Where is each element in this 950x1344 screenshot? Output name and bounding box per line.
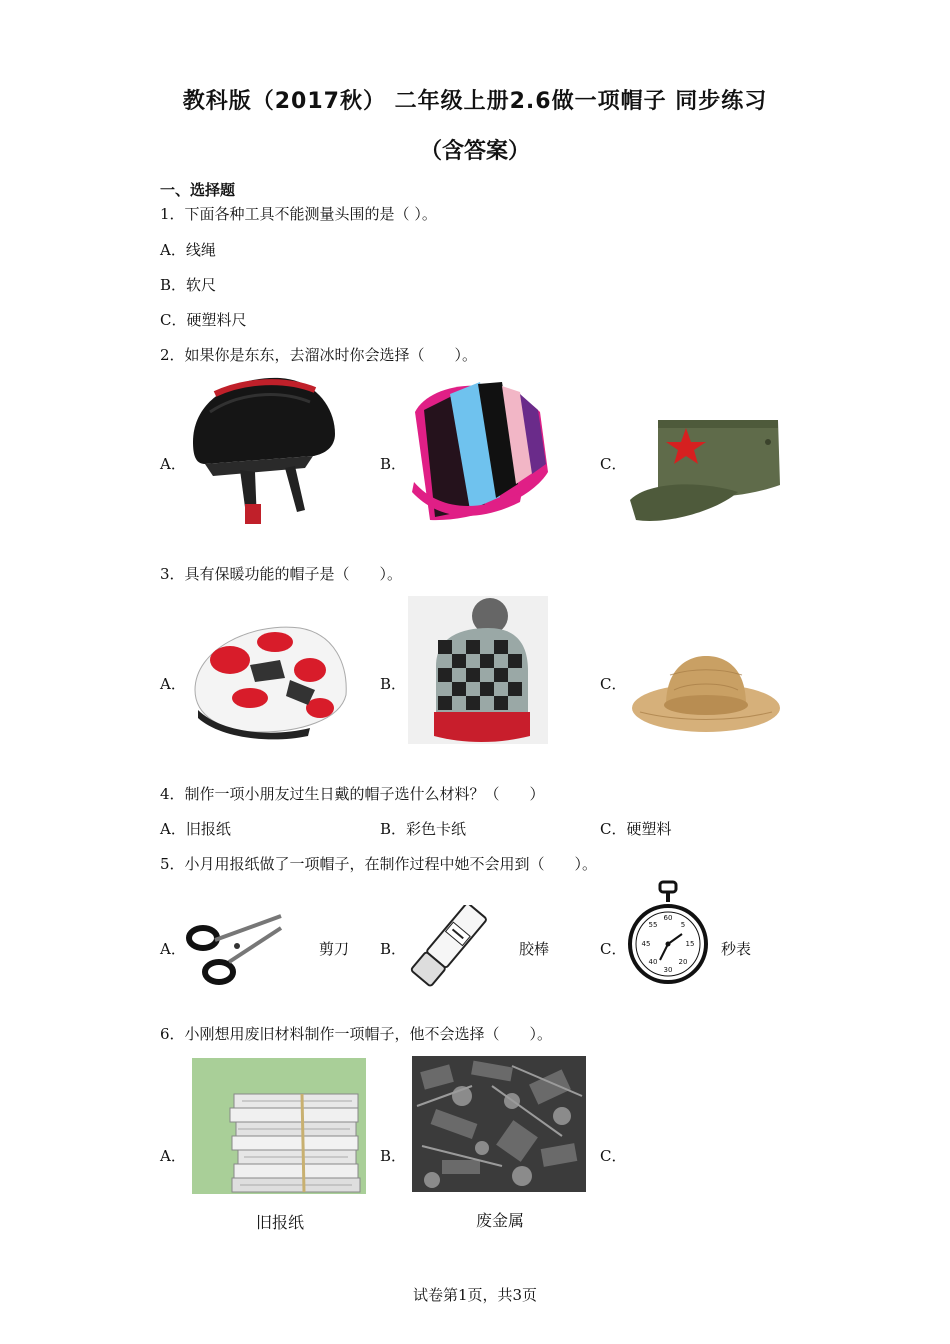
question-3: 3．具有保暖功能的帽子是（ ）。 bbox=[160, 565, 403, 583]
q2-label-a: A． bbox=[160, 455, 186, 473]
svg-text:15: 15 bbox=[685, 940, 695, 948]
red-white-bike-helmet-image bbox=[190, 620, 350, 742]
q2-label-c: C． bbox=[600, 455, 627, 473]
question-1: 1．下面各种工具不能测量头围的是（ ）。 bbox=[160, 205, 437, 223]
striped-beanie-image bbox=[410, 372, 550, 524]
page-title: 教科版（2017秋） 二年级上册2.6做一项帽子 同步练习 bbox=[182, 89, 768, 114]
page-footer: 试卷第1页，共3页 bbox=[412, 1286, 538, 1304]
scrap-metal-image bbox=[412, 1056, 586, 1192]
scissors-image bbox=[185, 910, 285, 990]
checkered-wool-hat-image bbox=[408, 596, 548, 744]
q5-label-c: C． bbox=[600, 940, 627, 958]
svg-text:5: 5 bbox=[680, 921, 686, 929]
q4-option-b: B．彩色卡纸 bbox=[380, 820, 467, 838]
black-helmet-image bbox=[185, 372, 340, 530]
section-heading: 一、选择题 bbox=[160, 181, 236, 199]
q5-label-a: A． bbox=[160, 940, 186, 958]
q6-caption-scrap-metal: 废金属 bbox=[476, 1211, 525, 1230]
stopwatch-image bbox=[626, 880, 710, 990]
q3-label-a: A． bbox=[160, 675, 186, 693]
q1-option-a: A．线绳 bbox=[160, 241, 216, 259]
green-army-cap-image bbox=[628, 400, 786, 532]
q1-option-c: C．硬塑料尺 bbox=[160, 311, 247, 329]
question-4: 4．制作一项小朋友过生日戴的帽子选什么材料？（ ） bbox=[160, 785, 545, 803]
newspaper-stack-image bbox=[192, 1058, 366, 1194]
svg-text:40: 40 bbox=[648, 958, 658, 966]
svg-text:45: 45 bbox=[641, 940, 651, 948]
q5-caption-stopwatch: 秒表 bbox=[721, 940, 752, 958]
straw-hat-image bbox=[630, 650, 782, 734]
q3-label-c: C． bbox=[600, 675, 627, 693]
q4-option-a: A．旧报纸 bbox=[160, 820, 231, 838]
svg-text:55: 55 bbox=[648, 921, 658, 929]
q4-option-c: C．硬塑料 bbox=[600, 820, 672, 838]
svg-text:60: 60 bbox=[663, 914, 673, 922]
q5-caption-scissors: 剪刀 bbox=[319, 940, 350, 958]
page-subtitle: （含答案） bbox=[419, 139, 530, 164]
question-2: 2．如果你是东东，去溜冰时你会选择（ ）。 bbox=[160, 346, 478, 364]
q5-caption-glue-stick: 胶棒 bbox=[519, 940, 550, 958]
svg-text:20: 20 bbox=[678, 958, 688, 966]
q6-caption-newspaper: 旧报纸 bbox=[256, 1213, 305, 1232]
q1-option-b: B．软尺 bbox=[160, 276, 217, 294]
q6-label-b: B． bbox=[380, 1147, 407, 1165]
q6-label-a: A． bbox=[160, 1147, 186, 1165]
question-6: 6．小刚想用废旧材料制作一项帽子，他不会选择（ ）。 bbox=[160, 1025, 553, 1043]
q5-label-b: B． bbox=[380, 940, 407, 958]
q3-label-b: B． bbox=[380, 675, 407, 693]
question-5: 5．小月用报纸做了一项帽子，在制作过程中她不会用到（ ）。 bbox=[160, 855, 598, 873]
svg-text:30: 30 bbox=[663, 966, 673, 974]
q6-label-c: C． bbox=[600, 1147, 627, 1165]
q2-label-b: B． bbox=[380, 455, 407, 473]
glue-stick-image bbox=[405, 905, 493, 987]
